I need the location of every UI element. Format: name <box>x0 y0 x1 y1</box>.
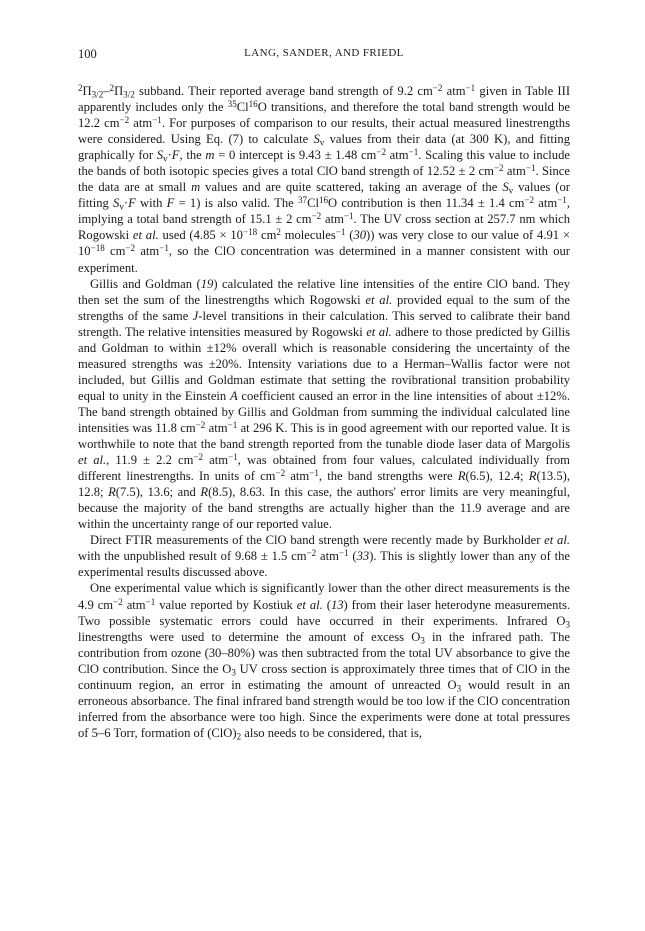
italic-run: R <box>108 485 116 500</box>
italic-run: 33 <box>356 549 370 564</box>
italic-run: S <box>156 148 164 163</box>
text-run: – <box>103 84 110 98</box>
text-run: atm <box>205 420 228 435</box>
text-run: atm <box>534 196 558 211</box>
superscript: −1 <box>227 419 238 430</box>
superscript: −1 <box>465 82 476 93</box>
text-run: · <box>167 148 172 163</box>
text-run: (13.5), 12.8; <box>78 469 571 500</box>
italic-run: F <box>171 148 180 163</box>
italic-run: et al. <box>132 228 159 243</box>
text-run: ) calculated the relative line intensities of the entire ClO band. They then set the sum of the linestrengths which Rogowski <box>78 276 571 307</box>
text-run: adhere to those predicted by Gillis and Goldman to within ±12% overall which is reasonable considering the uncertainty of the measured strengths was ±20%. Intensity variations due to a Herman–Wallis factor were not included, but Gillis and Goldman estimate that setting the rovibrational transition probability equal to unity in the Einstein <box>78 324 570 403</box>
text-run: atm <box>316 549 339 564</box>
subscript: v <box>163 153 168 164</box>
italic-run: S <box>313 132 320 147</box>
italic-run: R <box>528 469 537 484</box>
text-run: ) from their laser heterodyne measurements. Two possible systematic errors could have occurred in their experiments. Infrared O <box>78 597 570 628</box>
italic-run: et al. <box>365 292 393 307</box>
italic-run: 30 <box>353 228 367 243</box>
text-run: UV cross section is approximately three times that of ClO in the continuum region, an error in estimating the amount of unreacted O <box>78 661 570 692</box>
italic-run: S <box>502 180 509 195</box>
text-run: provided equal to the sum of the strengths of the same <box>78 292 570 323</box>
text-run: ( <box>345 228 354 243</box>
paragraph-burkholder-ftir <box>78 532 570 580</box>
subscript: v <box>319 137 325 148</box>
text-run: values and are quite scattered, taking an average of the <box>200 180 503 195</box>
text-run: given in Table III apparently includes only the <box>78 84 571 115</box>
superscript: −2 <box>524 195 535 206</box>
italic-run: R <box>200 485 209 500</box>
superscript: −1 <box>309 468 319 479</box>
italic-run: et al. <box>296 597 323 612</box>
italic-run: 13 <box>330 597 344 612</box>
text-run: , the band strengths were <box>318 469 458 484</box>
text-run: , 11.9 ± 2.2 cm <box>106 453 194 468</box>
superscript: −1 <box>338 548 349 559</box>
text-run: at 296 K. This is in good agreement with our reported value. It is worthwhile to note that the band strength reported from the tunable diode laser data of Margolis <box>78 420 570 452</box>
subscript: 3 <box>231 666 236 677</box>
superscript: −2 <box>275 468 286 479</box>
text-run: values (or fitting <box>78 180 570 211</box>
text-run: O transitions, and therefore the total band strength would be 12.2 cm <box>78 100 570 131</box>
subscript: 3 <box>456 683 462 693</box>
text-run: O contribution is then 11.34 ± 1.4 cm <box>328 196 525 211</box>
superscript: −2 <box>311 211 322 222</box>
italic-run: m <box>191 180 201 195</box>
text-run: . For purposes of comparison to our results, their actual measured linestrengths were considered. Using Eq. (7) to calculate <box>78 116 570 147</box>
superscript: −2 <box>193 452 204 462</box>
text-run: -level transitions in their calculation. This served to calibrate their band strength. The relative intensities measured by Rogowski <box>78 308 570 339</box>
text-run: also needs to be considered, that is, <box>241 725 422 740</box>
text-run: , implying a total band strength of 15.1 ± 2 cm <box>78 196 570 227</box>
text-run: atm <box>385 148 409 163</box>
superscript: −18 <box>90 243 105 254</box>
text-run: Cl <box>307 196 319 211</box>
superscript: −1 <box>525 163 536 174</box>
superscript: −2 <box>493 163 504 174</box>
text-run: (6.5), 12.4; <box>465 469 529 484</box>
superscript: −1 <box>343 211 354 222</box>
italic-run: R <box>457 469 466 484</box>
text-run: with the unpublished result of 9.68 ± 1.5 cm <box>78 549 307 564</box>
text-run: )) was very close to our value of 4.91 × 10 <box>78 228 570 259</box>
text-run: atm <box>285 469 310 484</box>
subscript: 3/2 <box>123 89 135 100</box>
superscript: −2 <box>432 82 443 93</box>
text-run: ( <box>348 549 357 564</box>
text-run: in the infrared path. The contribution from ozone (30–80%) was then subtracted from the total UV absorbance to give the ClO contribution. Since the O <box>78 629 570 676</box>
superscript: −2 <box>119 115 130 126</box>
superscript: −1 <box>408 147 419 158</box>
italic-run: F <box>128 196 136 211</box>
page-number: 100 <box>78 47 97 61</box>
superscript: 2 <box>276 227 281 238</box>
text-run: atm <box>122 597 146 612</box>
paragraph-gillis-goldman <box>78 276 570 533</box>
superscript: −1 <box>159 243 169 254</box>
text-run: (7.5), 13.6; and <box>115 485 201 500</box>
text-run: . Since the data are at small <box>78 164 570 195</box>
text-run: , so the ClO concentration was determined in a manner consistent with our experiment. <box>78 244 570 275</box>
text-run: atm <box>135 244 160 259</box>
running-head: LANG, SANDER, AND FRIEDL <box>244 47 404 59</box>
italic-run: et al. <box>78 453 107 468</box>
superscript: −1 <box>557 195 567 206</box>
superscript: 16 <box>248 98 258 109</box>
text-run: atm <box>203 453 229 468</box>
superscript: 2 <box>78 82 83 93</box>
text-run: . The UV cross section at 257.7 nm which Rogowski <box>78 212 570 243</box>
subscript: 3 <box>565 618 570 629</box>
italic-run: J <box>192 308 199 323</box>
subscript: v <box>508 185 514 196</box>
text-run: = 0 intercept is 9.43 ± 1.48 cm <box>214 148 377 163</box>
text-run: molecules <box>280 228 336 243</box>
text-run: ( <box>322 597 331 612</box>
text-run: used (4.85 × 10 <box>158 228 243 243</box>
paragraph-rogowski-comparison <box>78 83 570 276</box>
superscript: −1 <box>145 596 156 607</box>
italic-run: et al. <box>366 324 392 339</box>
text-run: Π <box>114 84 124 98</box>
text-run: atm <box>321 212 344 227</box>
text-run: atm <box>503 164 526 179</box>
superscript: −2 <box>113 596 123 607</box>
text-run: Gillis and Goldman ( <box>90 276 201 291</box>
subscript: 3/2 <box>91 89 104 100</box>
superscript: −2 <box>125 243 136 254</box>
text-run: , the <box>179 148 206 163</box>
superscript: 16 <box>318 195 329 206</box>
text-run: would result in an erroneous absorbance. The final infrared band strength would be too low if the ClO concentration inferred from the absorbance were too high. Since the experiments were done at total pressures of 5–6 Torr, formation of (ClO) <box>78 677 570 740</box>
superscript: −1 <box>228 452 238 462</box>
text-run: · <box>123 196 129 211</box>
superscript: −2 <box>376 147 386 158</box>
text-run: cm <box>257 228 277 243</box>
text-run: linestrengths were used to determine the amount of excess O <box>78 629 421 644</box>
text-run: value reported by Kostiuk <box>155 597 297 612</box>
italic-run: A <box>229 388 238 403</box>
text-run: ). This is slightly lower than any of the experimental results discussed above. <box>78 549 570 580</box>
text-run: atm <box>442 84 466 98</box>
superscript: 37 <box>298 195 308 206</box>
text-run: Π <box>82 84 92 98</box>
text-run: cm <box>104 244 126 259</box>
superscript: −2 <box>195 419 206 430</box>
italic-run: S <box>113 196 120 211</box>
body-text <box>78 83 570 741</box>
superscript: −1 <box>152 115 162 126</box>
text-run: values from their data (at 300 K), and fitting graphically for <box>78 132 570 163</box>
superscript: 35 <box>227 98 237 109</box>
italic-run: 19 <box>200 276 214 291</box>
subscript: v <box>119 201 124 212</box>
page-header <box>78 47 570 67</box>
superscript: 2 <box>109 82 115 93</box>
text-run: with <box>135 196 167 211</box>
superscript: −2 <box>306 548 317 559</box>
text-run: One experimental value which is significantly lower than the other direct measurements is the 4.9 cm <box>78 581 570 612</box>
text-run: Direct FTIR measurements of the ClO band strength were recently made by Burkholder <box>90 533 545 548</box>
text-run: . Scaling this value to include the bands of both isotopic species gives a total ClO band strength of 12.52 ± 2 cm <box>78 148 570 179</box>
subscript: 3 <box>420 634 425 645</box>
text-run: = 1) is also valid. The <box>174 196 299 211</box>
text-run: atm <box>129 116 153 131</box>
superscript: −1 <box>335 227 346 238</box>
italic-run: m <box>205 148 215 163</box>
text-run: (8.5), 8.63. In this case, the authors' error limits are very meaningful, because the majority of the band strengths are actually higher than the 11.9 average and are within the uncertainty range of our reported value. <box>78 485 571 532</box>
text-run: subband. Their reported average band strength of 9.2 cm <box>134 84 433 98</box>
italic-run: F <box>166 196 175 211</box>
text-run: , was obtained from four values, calculated individually from different linestrengths. In units of cm <box>78 453 570 484</box>
paragraph-kostiuk-heterodyne <box>78 580 570 740</box>
text-run: Cl <box>236 100 249 115</box>
text-run: coefficient caused an error in the line intensities of about ±12%. The band strength obtained by Gillis and Goldman from summing the individual calculated line intensities was 11.8 cm <box>78 388 570 435</box>
superscript: −18 <box>242 227 258 238</box>
italic-run: et al. <box>544 533 570 548</box>
subscript: 2 <box>236 731 242 742</box>
